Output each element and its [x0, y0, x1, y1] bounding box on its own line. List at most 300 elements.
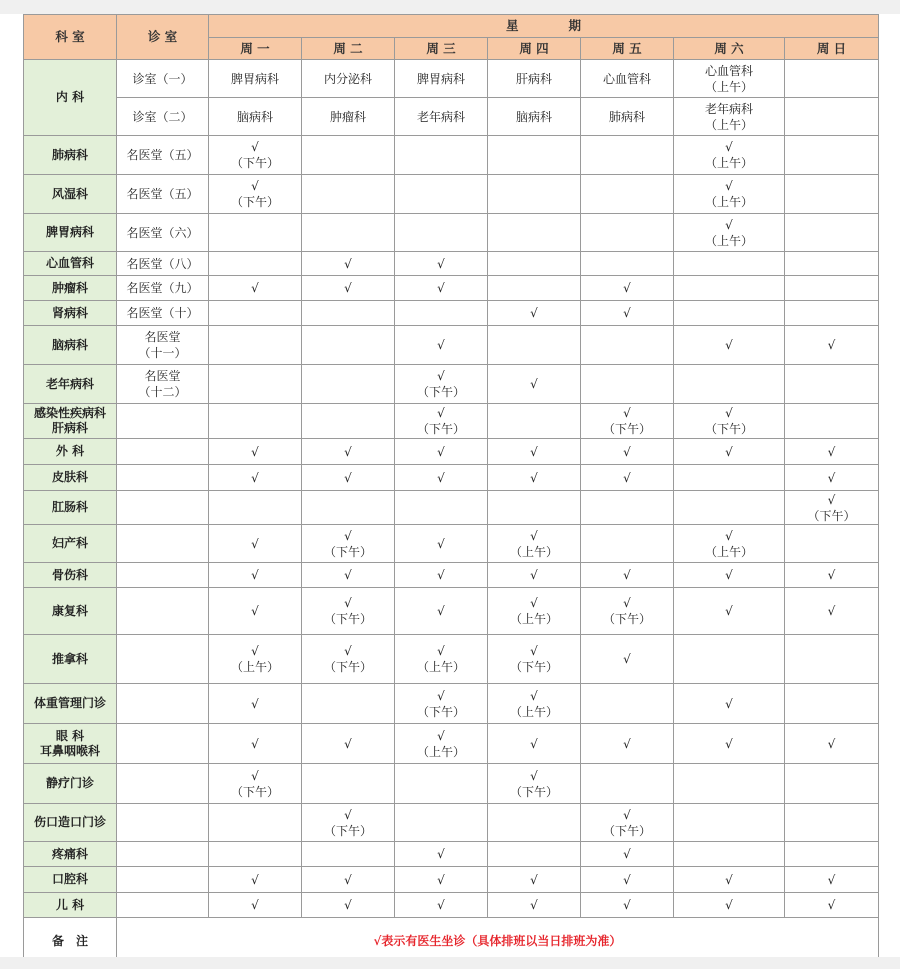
- schedule-cell: [209, 214, 302, 252]
- schedule-cell: [209, 764, 302, 804]
- schedule-cell: [488, 60, 581, 98]
- room-cell: [117, 276, 209, 301]
- schedule-cell: [581, 175, 674, 214]
- header-day: 周 六: [674, 38, 785, 60]
- check-mark: √: [251, 281, 259, 295]
- room-cell-text: （十二）: [138, 385, 187, 399]
- schedule-cell: [302, 136, 395, 175]
- schedule-cell: [674, 804, 785, 842]
- schedule-cell: [785, 804, 879, 842]
- schedule-cell: [395, 276, 488, 301]
- schedule-cell-text: （上午）: [416, 660, 465, 674]
- schedule-cell: [488, 252, 581, 276]
- check-mark: √: [827, 604, 836, 618]
- check-mark: √: [344, 256, 352, 271]
- schedule-cell: [488, 804, 581, 842]
- schedule-cell-text: （下午）: [230, 195, 279, 209]
- schedule-cell-text: （上午）: [704, 156, 753, 170]
- room-cell: [117, 326, 209, 365]
- schedule-cell: [581, 684, 674, 724]
- schedule-cell: [209, 60, 302, 98]
- schedule-cell: [302, 60, 395, 98]
- schedule-cell-text: 肝病科: [515, 71, 552, 86]
- check-mark: √: [827, 872, 836, 887]
- schedule-cell-text: （下午）: [602, 422, 651, 436]
- room-cell: [117, 214, 209, 252]
- schedule-cell: [785, 326, 879, 365]
- check-mark: √: [530, 528, 538, 543]
- schedule-cell: [395, 326, 488, 365]
- schedule-cell-text: （下午）: [323, 544, 372, 559]
- dept-cell-text: 感染性疾病科: [33, 406, 106, 420]
- schedule-cell-text: （上午）: [704, 79, 753, 94]
- check-mark: √: [623, 306, 631, 320]
- check-mark: √: [623, 736, 631, 751]
- schedule-cell: [785, 491, 879, 525]
- table-row: [24, 175, 879, 214]
- schedule-cell: [488, 491, 581, 525]
- dept-cell-text: 肿瘤科: [51, 280, 88, 295]
- table-row: [24, 804, 879, 842]
- schedule-cell-text: 脑病科: [236, 109, 273, 124]
- schedule-cell: [395, 60, 488, 98]
- dept-cell-text: 肾病科: [51, 305, 88, 320]
- room-cell: [117, 175, 209, 214]
- schedule-cell: [674, 842, 785, 867]
- schedule-cell: [674, 635, 785, 684]
- schedule-cell: [395, 252, 488, 276]
- check-mark: √: [251, 872, 259, 887]
- check-mark: √: [530, 377, 538, 391]
- dept-cell: [24, 465, 117, 491]
- schedule-cell: [209, 252, 302, 276]
- dept-cell: [24, 326, 117, 365]
- schedule-cell: [209, 842, 302, 867]
- dept-cell-text: 骨伤科: [51, 567, 88, 582]
- room-cell-text: 名医堂: [144, 369, 181, 383]
- dept-cell: [24, 365, 117, 404]
- schedule-cell: [488, 635, 581, 684]
- check-mark: √: [437, 604, 445, 618]
- check-mark: √: [623, 406, 631, 420]
- dept-cell: [24, 842, 117, 867]
- schedule-cell: [785, 276, 879, 301]
- schedule-cell: [785, 60, 879, 98]
- table-row: [24, 764, 879, 804]
- schedule-cell-text: 肺病科: [608, 109, 645, 124]
- dept-cell-text: 脑病科: [51, 337, 88, 352]
- schedule-cell: [302, 491, 395, 525]
- schedule-cell-text: （下午）: [230, 784, 279, 799]
- table-row: [24, 98, 879, 136]
- schedule-cell: [302, 276, 395, 301]
- dept-cell-text: 口腔科: [51, 872, 88, 886]
- schedule-cell-text: 老年病科: [704, 101, 753, 116]
- check-mark: √: [623, 652, 631, 666]
- room-cell: [117, 842, 209, 867]
- schedule-cell: [209, 326, 302, 365]
- schedule-cell-text: （下午）: [416, 704, 465, 719]
- room-cell: [117, 439, 209, 465]
- schedule-cell: [488, 404, 581, 439]
- note-label: 备 注: [24, 918, 117, 964]
- check-mark: √: [623, 872, 631, 887]
- schedule-cell-text: （下午）: [602, 823, 651, 838]
- schedule-cell: [209, 635, 302, 684]
- schedule-cell: [302, 365, 395, 404]
- schedule-cell: [785, 365, 879, 404]
- check-mark: √: [725, 604, 733, 618]
- check-mark: √: [827, 338, 836, 352]
- schedule-cell: [302, 764, 395, 804]
- check-mark: √: [251, 736, 259, 751]
- schedule-cell: [674, 365, 785, 404]
- check-mark: √: [530, 872, 538, 887]
- schedule-cell-text: （下午）: [807, 508, 856, 523]
- header-day: 周 四: [488, 38, 581, 60]
- schedule-cell: [209, 684, 302, 724]
- schedule-cell: [581, 60, 674, 98]
- schedule-cell: [209, 893, 302, 918]
- schedule-cell: [488, 724, 581, 764]
- schedule-cell: [302, 842, 395, 867]
- schedule-cell: [395, 439, 488, 465]
- check-mark: √: [437, 369, 445, 383]
- schedule-cell: [581, 404, 674, 439]
- schedule-cell: [674, 60, 785, 98]
- schedule-cell: [674, 175, 785, 214]
- schedule-cell: [488, 326, 581, 365]
- check-mark: √: [251, 644, 259, 658]
- schedule-cell: [302, 804, 395, 842]
- schedule-cell: [785, 439, 879, 465]
- bottom-band: [0, 957, 900, 969]
- dept-cell-text: 心血管科: [45, 256, 94, 270]
- schedule-cell: [395, 301, 488, 326]
- room-cell: [117, 804, 209, 842]
- schedule-cell: [488, 98, 581, 136]
- schedule-cell: [581, 635, 674, 684]
- check-mark: √: [827, 492, 836, 507]
- schedule-cell: [302, 724, 395, 764]
- schedule-cell: [209, 404, 302, 439]
- check-mark: √: [725, 872, 733, 887]
- check-mark: √: [530, 768, 538, 783]
- header-day: 周 日: [785, 38, 879, 60]
- dept-cell-text: 儿 科: [55, 897, 85, 912]
- schedule-cell: [785, 724, 879, 764]
- check-mark: √: [827, 898, 836, 912]
- room-cell: [117, 525, 209, 563]
- table-row: [24, 136, 879, 175]
- check-mark: √: [827, 736, 836, 751]
- dept-cell-text: 体重管理门诊: [33, 696, 106, 710]
- check-mark: √: [251, 696, 259, 711]
- schedule-cell: [488, 276, 581, 301]
- schedule-cell: [302, 893, 395, 918]
- dept-cell-text: 眼 科: [55, 728, 85, 743]
- room-cell: [117, 404, 209, 439]
- check-mark: √: [437, 872, 445, 887]
- check-mark: √: [437, 536, 445, 551]
- schedule-cell: [302, 404, 395, 439]
- room-cell-text: 名医堂（五）: [126, 148, 199, 162]
- schedule-cell: [674, 214, 785, 252]
- top-band: [0, 0, 900, 14]
- room-cell: [117, 588, 209, 635]
- schedule-cell-text: 心血管科: [704, 63, 753, 78]
- schedule-cell: [581, 563, 674, 588]
- schedule-cell: [785, 98, 879, 136]
- header-room: 诊 室: [117, 15, 209, 60]
- dept-cell-text: 肺病科: [51, 147, 88, 162]
- schedule-cell: [785, 563, 879, 588]
- table-row: [24, 326, 879, 365]
- check-mark: √: [437, 444, 445, 459]
- check-mark: √: [437, 898, 445, 912]
- room-cell: [117, 136, 209, 175]
- check-mark: √: [344, 281, 352, 295]
- check-mark: √: [344, 596, 352, 610]
- schedule-cell: [395, 136, 488, 175]
- check-mark: √: [344, 736, 352, 751]
- table-row: [24, 491, 879, 525]
- schedule-cell: [581, 214, 674, 252]
- table-row: [24, 60, 879, 98]
- schedule-cell: [488, 439, 581, 465]
- dept-cell-text: 肛肠科: [51, 500, 88, 514]
- schedule-cell: [785, 842, 879, 867]
- schedule-cell-text: （上午）: [509, 544, 558, 559]
- room-cell: 诊室（二）: [117, 98, 209, 136]
- check-mark: √: [530, 444, 538, 459]
- check-mark: √: [344, 470, 352, 485]
- schedule-cell: [581, 724, 674, 764]
- schedule-cell-text: （上午）: [704, 195, 753, 209]
- table-row: [24, 301, 879, 326]
- schedule-cell: [302, 465, 395, 491]
- table-row: [24, 214, 879, 252]
- schedule-cell-text: （下午）: [416, 422, 465, 436]
- check-mark: √: [725, 179, 733, 193]
- header-week: 星 期: [209, 15, 879, 38]
- check-mark: √: [623, 847, 631, 861]
- schedule-cell: [302, 684, 395, 724]
- room-cell: [117, 724, 209, 764]
- check-mark: √: [530, 568, 538, 582]
- schedule-cell-text: 心血管科: [602, 71, 651, 86]
- check-mark: √: [725, 898, 733, 912]
- check-mark: √: [437, 644, 445, 658]
- schedule-cell-text: （上午）: [416, 744, 465, 759]
- dept-cell-text: 妇产科: [51, 536, 88, 550]
- schedule-cell-text: （下午）: [323, 612, 372, 626]
- check-mark: √: [623, 444, 631, 459]
- dept-cell: [24, 252, 117, 276]
- schedule-cell: [581, 326, 674, 365]
- dept-cell: [24, 588, 117, 635]
- schedule-cell: [581, 252, 674, 276]
- schedule-cell: [395, 525, 488, 563]
- schedule-cell: [581, 98, 674, 136]
- schedule-cell: [209, 525, 302, 563]
- schedule-cell: [785, 764, 879, 804]
- check-mark: √: [437, 470, 445, 485]
- schedule-cell: [581, 588, 674, 635]
- schedule-cell: [785, 301, 879, 326]
- check-mark: √: [725, 338, 733, 352]
- check-mark: √: [827, 444, 836, 459]
- dept-cell: [24, 301, 117, 326]
- schedule-cell-text: （上午）: [704, 233, 753, 248]
- schedule-cell: [785, 525, 879, 563]
- dept-cell: [24, 635, 117, 684]
- check-mark: √: [623, 596, 631, 610]
- check-mark: √: [437, 338, 445, 352]
- dept-cell: [24, 175, 117, 214]
- header-dept: 科 室: [24, 15, 117, 60]
- schedule-cell: [209, 491, 302, 525]
- check-mark: √: [251, 568, 259, 582]
- check-mark: √: [437, 728, 445, 743]
- schedule-cell-text: 脾胃病科: [230, 71, 279, 86]
- schedule-cell: [395, 404, 488, 439]
- schedule-cell: [581, 804, 674, 842]
- schedule-cell: [581, 525, 674, 563]
- clinic-schedule-table: [23, 14, 879, 964]
- dept-cell-text: 外 科: [55, 444, 85, 458]
- dept-cell: [24, 491, 117, 525]
- room-cell: [117, 365, 209, 404]
- schedule-cell: [209, 465, 302, 491]
- header-day: 周 一: [209, 38, 302, 60]
- schedule-cell: [395, 175, 488, 214]
- schedule-cell: [785, 465, 879, 491]
- check-mark: √: [251, 536, 259, 551]
- schedule-cell: [395, 365, 488, 404]
- schedule-cell: [302, 588, 395, 635]
- schedule-cell: [785, 867, 879, 893]
- schedule-cell: [488, 214, 581, 252]
- schedule-cell: [209, 588, 302, 635]
- schedule-cell: [302, 326, 395, 365]
- room-cell: 诊室（一）: [117, 60, 209, 98]
- room-cell: [117, 635, 209, 684]
- schedule-cell: [785, 635, 879, 684]
- schedule-cell: [674, 563, 785, 588]
- dept-cell: [24, 563, 117, 588]
- check-mark: √: [530, 898, 538, 912]
- schedule-cell: [395, 804, 488, 842]
- check-mark: √: [530, 306, 538, 320]
- check-mark: √: [530, 596, 538, 610]
- check-mark: √: [251, 179, 259, 193]
- check-mark: √: [725, 406, 733, 420]
- schedule-cell: [674, 326, 785, 365]
- schedule-cell: [209, 563, 302, 588]
- dept-cell: [24, 893, 117, 918]
- schedule-cell: [395, 491, 488, 525]
- schedule-cell: [395, 635, 488, 684]
- check-mark: √: [437, 406, 445, 420]
- check-mark: √: [623, 281, 631, 295]
- schedule-cell: [302, 214, 395, 252]
- table-row: [24, 635, 879, 684]
- schedule-cell-text: （下午）: [509, 784, 558, 799]
- check-mark: √: [437, 568, 445, 582]
- table-row: [24, 893, 879, 918]
- header-day: 周 五: [581, 38, 674, 60]
- check-mark: √: [530, 688, 538, 703]
- dept-cell: 内 科: [24, 60, 117, 136]
- room-cell: [117, 465, 209, 491]
- schedule-cell-text: （上午）: [704, 117, 753, 132]
- dept-cell-text: 伤口造口门诊: [33, 815, 106, 829]
- check-mark: √: [437, 256, 445, 271]
- schedule-cell: [209, 804, 302, 842]
- dept-cell: [24, 439, 117, 465]
- schedule-cell: [209, 276, 302, 301]
- schedule-cell: [674, 98, 785, 136]
- room-cell: [117, 684, 209, 724]
- schedule-cell: [674, 684, 785, 724]
- check-mark: √: [623, 470, 631, 485]
- schedule-cell-text: （下午）: [323, 823, 372, 838]
- check-mark: √: [437, 688, 445, 703]
- schedule-cell: [209, 175, 302, 214]
- schedule-cell: [674, 465, 785, 491]
- schedule-cell: [488, 684, 581, 724]
- schedule-cell: [581, 301, 674, 326]
- check-mark: √: [344, 807, 352, 822]
- schedule-cell: [209, 724, 302, 764]
- schedule-cell: [581, 439, 674, 465]
- schedule-cell-text: 老年病科: [416, 109, 465, 124]
- schedule-cell: [302, 175, 395, 214]
- schedule-cell-text: 肿瘤科: [329, 109, 366, 124]
- schedule-cell: [395, 563, 488, 588]
- schedule-cell: [209, 136, 302, 175]
- table-row: [24, 439, 879, 465]
- schedule-cell-text: 内分泌科: [323, 71, 372, 86]
- check-mark: √: [344, 644, 352, 658]
- room-cell: [117, 764, 209, 804]
- dept-cell: [24, 276, 117, 301]
- schedule-cell: [395, 214, 488, 252]
- dept-cell-text: 耳鼻咽喉科: [39, 743, 100, 758]
- dept-cell-text: 静疗门诊: [45, 776, 94, 790]
- schedule-cell: [674, 404, 785, 439]
- schedule-cell: [488, 842, 581, 867]
- schedule-cell: [302, 867, 395, 893]
- schedule-cell: [581, 136, 674, 175]
- room-cell-text: 名医堂（九）: [126, 281, 199, 295]
- schedule-cell: [302, 301, 395, 326]
- dept-cell: [24, 525, 117, 563]
- schedule-cell: [302, 563, 395, 588]
- schedule-cell-text: 脑病科: [515, 109, 552, 124]
- schedule-cell: [395, 724, 488, 764]
- schedule-cell: [785, 893, 879, 918]
- schedule-cell: [674, 525, 785, 563]
- schedule-cell: [581, 893, 674, 918]
- dept-cell: [24, 764, 117, 804]
- dept-cell-text: 脾胃病科: [45, 225, 94, 239]
- schedule-cell: [302, 635, 395, 684]
- dept-cell-text: 老年病科: [45, 376, 94, 391]
- check-mark: √: [827, 568, 836, 582]
- check-mark: √: [725, 696, 733, 711]
